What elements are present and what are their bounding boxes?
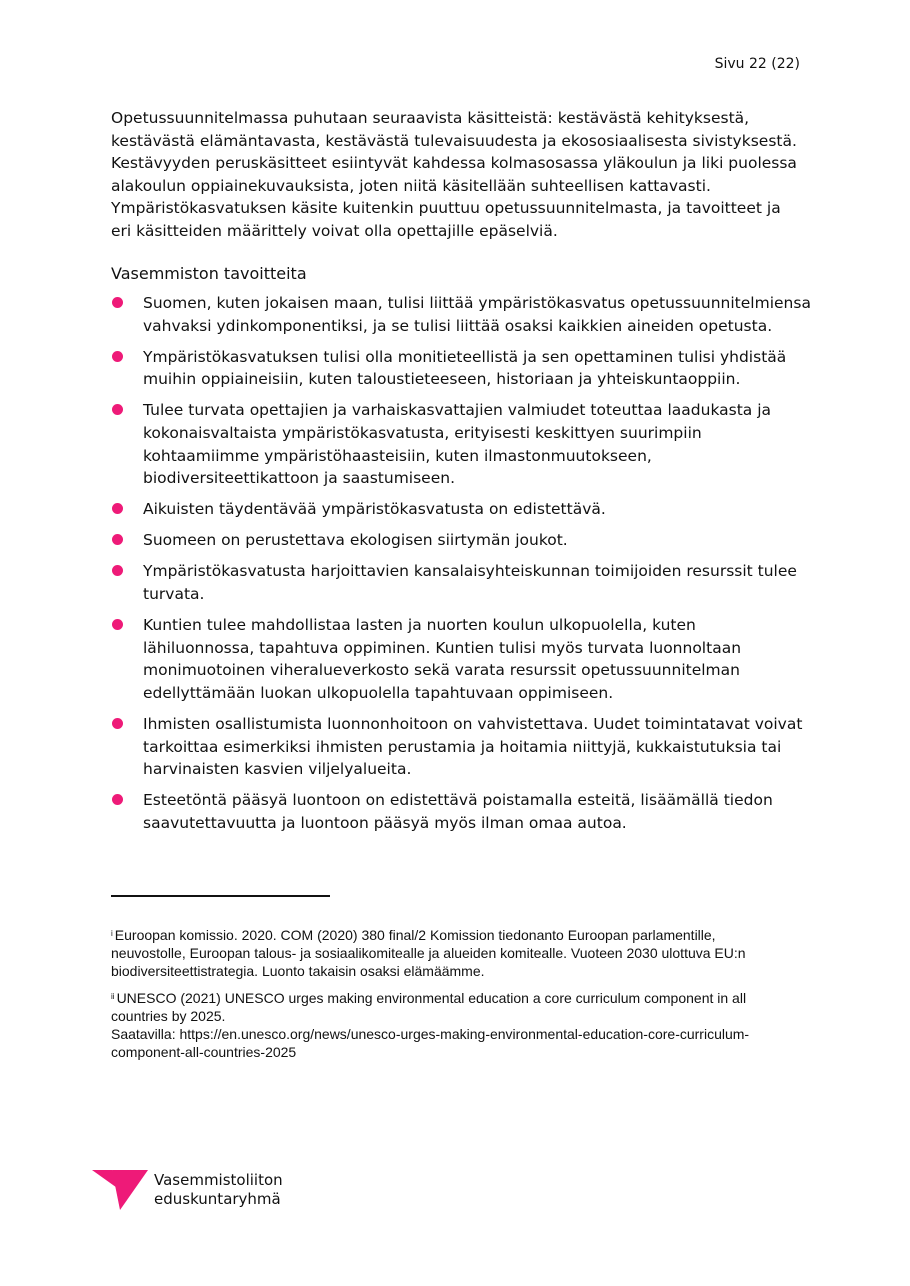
footnote-1 [111, 925, 791, 980]
page-number: Sivu 22 (22) [714, 56, 800, 72]
party-logo [92, 1165, 292, 1215]
logo-line-1: Vasemmistoliiton [154, 1171, 283, 1189]
bullet-dot-icon [112, 794, 123, 805]
bullet-dot-icon [112, 534, 123, 545]
list-item-text: Esteetöntä pääsyä luontoon on edistettävä poistamalla esteitä, lisäämällä tiedon saavutettavuutta ja luontoon pääsyä myös ilman omaa autoa. [143, 791, 773, 832]
list-item-text: Ympäristökasvatuksen tulisi olla monitieteellistä ja sen opettaminen tulisi yhdistää muihin oppiaineisiin, kuten taloustieteeseen, historiaan ja yhteiskuntaoppiin. [143, 347, 787, 389]
bullet-dot-icon [112, 297, 123, 308]
list-item [111, 399, 811, 489]
list-item-text: Ympäristökasvatusta harjoittavien kansalaisyhteiskunnan toimijoiden resurssit tulee turvata. [143, 562, 797, 604]
footnote-marker: i [111, 929, 113, 938]
footnote-divider [111, 895, 330, 897]
list-item-text: Suomen, kuten jokaisen maan, tulisi liittää ympäristökasvatus opetussuunnitelmiensa vahvaksi ydinkomponentiksi, ja se tulisi liittää osaksi kaikkien aineiden opetusta. [143, 294, 811, 335]
list-item-text: Tulee turvata opettajien ja varhaiskasvattajien valmiudet toteuttaa laadukasta ja kokonaisvaltaista ympäristökasvatusta, erityisesti keskittyen suurimpiin kohtaamiimme ympäristöhaasteisiin, kuten ilmastonmuutokseen, biodiversiteettikattoon ja saastumiseen. [143, 401, 772, 488]
list-item-text: Suomeen on perustettava ekologisen siirtymän joukot. [143, 531, 568, 550]
list-item [111, 789, 811, 834]
list-item [111, 529, 811, 552]
list-item-text: Ihmisten osallistumista luonnonhoitoon on vahvistettava. Uudet toimintatavat voivat tarkoittaa esimerkiksi ihmisten perustamia ja hoitamia niittyjä, kukkaistutuksia tai harvinaisten kasvien viljelyalueita. [143, 715, 803, 779]
bullet-dot-icon [112, 503, 123, 514]
list-item-text: Kuntien tulee mahdollistaa lasten ja nuorten koulun ulkopuolella, kuten lähiluonnossa, tapahtuva oppiminen. Kuntien tulisi myös turvata luonnoltaan monimuotoinen viheralueverkosto sekä varata resurssit opetussuunnitelman edellyttämään luokan ulkopuolella tapahtuvaan oppimiseen. [143, 616, 742, 702]
footnote-text: Euroopan komissio. 2020. COM (2020) 380 final/2 Komission tiedonanto Euroopan parlamentille, neuvostolle, Euroopan talous- ja sosiaalikomitealle ja alueiden komitealle. Vuoteen 2030 ulottuva EU:n biodiversiteettistrategia. Luonto takaisin osaksi elämäämme. [111, 927, 746, 979]
footnote-2 [111, 988, 791, 1061]
goals-list [111, 292, 811, 843]
bullet-dot-icon [112, 718, 123, 729]
logo-text [154, 1171, 283, 1209]
footnote-source-link[interactable]: Saatavilla: https://en.unesco.org/news/unesco-urges-making-environmental-education-core-curriculum-component-all-countries-2025 [111, 1026, 750, 1060]
list-item [111, 560, 811, 605]
footnotes [111, 925, 791, 1069]
v-logo-icon [92, 1168, 148, 1212]
list-item [111, 292, 811, 337]
list-item [111, 346, 811, 391]
list-item-text: Aikuisten täydentävää ympäristökasvatusta on edistettävä. [143, 500, 606, 519]
footnote-text: UNESCO (2021) UNESCO urges making environmental education a core curriculum component in all countries by 2025. [111, 990, 747, 1024]
bullet-dot-icon [112, 565, 123, 576]
intro-paragraph: Opetussuunnitelmassa puhutaan seuraavista käsitteistä: kestävästä kehityksestä, kestävästä elämäntavasta, kestävästä tulevaisuudesta ja ekososiaalisesta sivistyksestä. Kestävyyden peruskäsitteet esiintyvät kahdessa kolmasosassa yläkoulun ja liki puolessa alakoulun oppiainekuvauksista, joten niitä käsitellään suhteellisen kattavasti. Ympäristökasvatuksen käsite kuitenkin puuttuu opetussuunnitelmasta, ja tavoitteet ja eri käsitteiden määrittely voivat olla opettajille epäselviä. [111, 109, 797, 240]
bullet-dot-icon [112, 351, 123, 362]
logo-line-2: eduskuntaryhmä [154, 1190, 281, 1208]
footnote-marker: ii [111, 992, 115, 1001]
bullet-dot-icon [112, 619, 123, 630]
list-item [111, 498, 811, 521]
list-item [111, 614, 811, 704]
section-heading: Vasemmiston tavoitteita [111, 264, 307, 283]
list-item [111, 713, 811, 781]
bullet-dot-icon [112, 404, 123, 415]
